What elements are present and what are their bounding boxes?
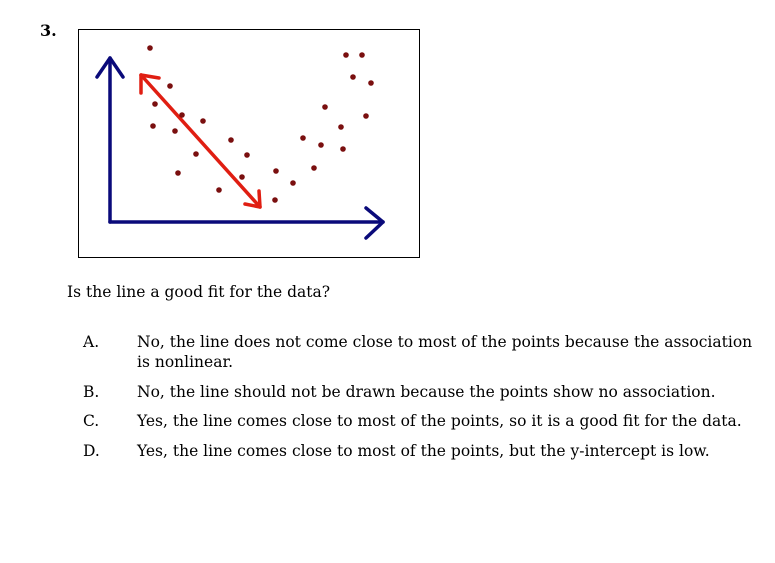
- data-point: [216, 187, 222, 193]
- data-point: [272, 197, 278, 203]
- choice-letter: A.: [83, 333, 100, 351]
- data-point: [175, 170, 181, 176]
- choice-text: No, the line should not be drawn because the points show no association.: [137, 382, 716, 401]
- data-point: [363, 113, 369, 119]
- scatter-plot-figure: [78, 29, 420, 258]
- data-point: [147, 45, 153, 51]
- data-point: [350, 74, 356, 80]
- data-point: [338, 124, 344, 130]
- data-point: [150, 123, 156, 129]
- choice-text: No, the line does not come close to most of the points because the association is nonlinear.: [137, 333, 753, 371]
- data-point: [228, 137, 234, 143]
- data-point: [318, 142, 324, 148]
- answer-choices: [83, 332, 753, 470]
- choice-letter: D.: [83, 441, 100, 460]
- data-point: [359, 52, 365, 58]
- data-point: [368, 80, 374, 86]
- choice-c[interactable]: [83, 411, 753, 431]
- data-point: [179, 112, 185, 118]
- choice-a[interactable]: [83, 332, 753, 372]
- data-points: [147, 45, 374, 203]
- data-point: [340, 146, 346, 152]
- question-number: 3.: [40, 21, 57, 40]
- data-point: [273, 168, 279, 174]
- scatter-plot: [79, 30, 419, 257]
- data-point: [167, 83, 173, 89]
- data-point: [200, 118, 206, 124]
- choice-letter: B.: [83, 382, 100, 401]
- data-point: [172, 128, 178, 134]
- data-point: [311, 165, 317, 171]
- choice-text: Yes, the line comes close to most of the points, but the y-intercept is low.: [137, 441, 710, 460]
- choice-letter: C.: [83, 412, 100, 430]
- trend-line: [141, 75, 260, 207]
- choice-b[interactable]: [83, 382, 753, 402]
- choice-text: Yes, the line comes close to most of the points, so it is a good fit for the data.: [137, 412, 742, 430]
- trend-line-segment: [141, 75, 260, 207]
- data-point: [239, 174, 245, 180]
- data-point: [244, 152, 250, 158]
- question-prompt: Is the line a good fit for the data?: [67, 283, 331, 301]
- data-point: [290, 180, 296, 186]
- data-point: [193, 151, 199, 157]
- data-point: [322, 104, 328, 110]
- data-point: [300, 135, 306, 141]
- data-point: [152, 101, 158, 107]
- choice-d[interactable]: [83, 441, 753, 461]
- data-point: [343, 52, 349, 58]
